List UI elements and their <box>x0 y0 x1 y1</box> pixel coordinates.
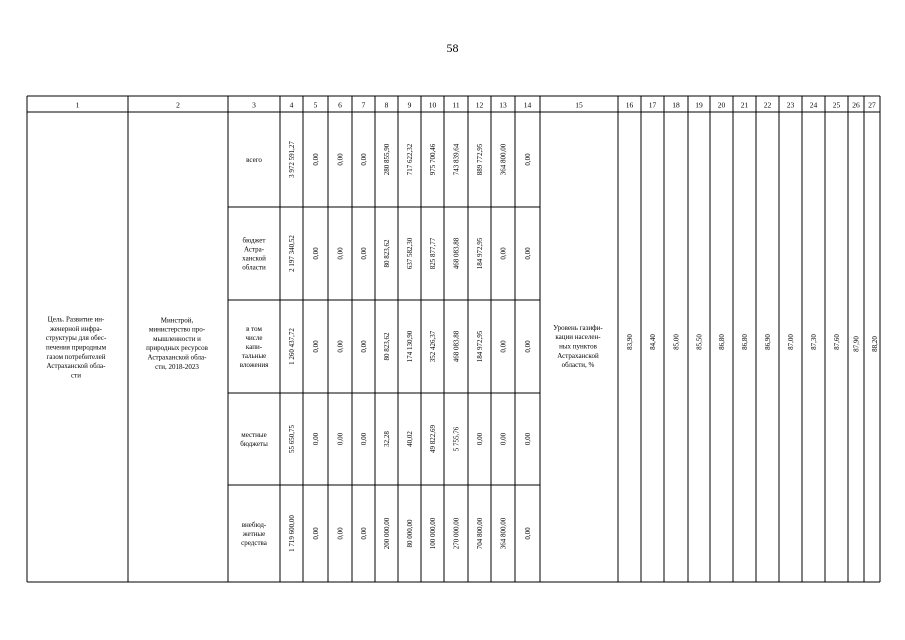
header-cell: 20 <box>717 100 726 110</box>
indicator-value: 87,30 <box>810 334 818 350</box>
value-cell: 0,00 <box>524 527 532 540</box>
value-cell: 743 839,64 <box>452 143 461 176</box>
indicator-value: 85,00 <box>672 334 681 350</box>
row-label: области <box>242 263 266 272</box>
value-cell: 1 719 600,00 <box>288 515 296 552</box>
header-cell: 8 <box>384 100 389 110</box>
value-cell: 364 800,00 <box>499 143 508 176</box>
row-label: жетные <box>242 530 266 538</box>
indicator-value: 88,20 <box>871 336 879 352</box>
header-cell: 19 <box>695 100 703 110</box>
value-cell: 0,00 <box>360 527 368 540</box>
value-cell: 0,00 <box>312 432 320 446</box>
responsible-text: министерство про- <box>148 325 206 334</box>
value-cell: 0,00 <box>499 432 508 446</box>
row-label: бюджеты <box>240 440 268 448</box>
goal-text: сти <box>71 371 81 380</box>
row-label: капи- <box>245 343 263 351</box>
header-cell: 17 <box>648 100 657 110</box>
value-cell: 0,00 <box>312 153 320 166</box>
row-label: числе <box>245 334 263 342</box>
value-cell: 0,00 <box>360 247 368 260</box>
goal-text: газом потребителей <box>46 352 106 361</box>
value-cell: 174 130,90 <box>406 330 414 363</box>
value-cell: 364 800,00 <box>499 517 508 550</box>
row-label: в том <box>246 325 262 333</box>
responsible-text: природных ресурсов <box>146 344 208 353</box>
indicator-value: 87,60 <box>833 334 841 350</box>
header-cell: 10 <box>428 100 437 110</box>
responsible-text: Минстрой, <box>160 316 194 325</box>
indicator-value: 87,90 <box>852 336 861 352</box>
header-cell: 5 <box>313 100 318 110</box>
value-cell: 80 823,62 <box>383 239 391 268</box>
value-cell: 100 000,00 <box>429 517 437 550</box>
goal-text: печения природным <box>46 343 106 352</box>
indicator-name-text: ных пунктов <box>559 342 597 351</box>
header-cell: 4 <box>289 100 294 110</box>
value-cell: 0,00 <box>336 527 345 540</box>
value-cell: 468 083,88 <box>452 330 461 363</box>
table-values <box>288 141 532 552</box>
value-cell: 80 823,62 <box>383 332 391 361</box>
value-cell: 637 582,30 <box>406 237 414 270</box>
header-cell: 9 <box>407 100 412 110</box>
value-cell: 184 972,95 <box>476 330 484 363</box>
header-cell: 14 <box>523 100 532 110</box>
value-cell: 0,00 <box>476 432 484 446</box>
value-cell: 270 000,00 <box>452 517 461 550</box>
value-cell: 0,00 <box>336 153 345 166</box>
responsible-text: Астраханской обла- <box>147 353 207 362</box>
row-label: бюджет <box>242 236 266 245</box>
header-cell: 11 <box>452 100 460 110</box>
value-cell: 717 622,32 <box>406 143 414 176</box>
value-cell: 352 426,37 <box>429 330 437 363</box>
header-cell: 26 <box>852 100 860 110</box>
header-cell: 3 <box>252 100 256 110</box>
value-cell: 49 822,69 <box>429 425 437 453</box>
value-cell: 0,00 <box>336 247 345 260</box>
indicator-name-text: кации населен- <box>555 333 601 342</box>
header-cell: 1 <box>75 100 80 110</box>
value-cell: 975 700,46 <box>429 143 437 176</box>
goal-text: структуры для обес- <box>45 334 107 343</box>
value-cell: 1 260 437,72 <box>288 328 296 365</box>
header-cell: 7 <box>361 100 366 110</box>
header-cell: 15 <box>575 100 583 110</box>
value-cell: 40,02 <box>406 431 414 447</box>
row-label: местные <box>241 431 267 439</box>
value-cell: 0,00 <box>524 247 532 260</box>
row-label: тальные <box>241 352 267 360</box>
indicator-value: 84,40 <box>649 334 657 350</box>
header-cell: 22 <box>763 100 772 110</box>
value-cell: 280 855,90 <box>383 143 391 176</box>
header-cell: 2 <box>176 100 180 110</box>
row-label: ханской <box>242 254 266 263</box>
row-label: вложения <box>239 361 269 369</box>
row-label: Астра- <box>243 245 265 254</box>
value-cell: 468 083,88 <box>452 237 461 270</box>
value-cell: 2 197 340,52 <box>288 235 296 272</box>
value-cell: 0,00 <box>312 527 320 540</box>
header-cell: 24 <box>809 100 818 110</box>
goal-text: женерной инфра- <box>50 324 102 333</box>
header-cell: 18 <box>672 100 680 110</box>
value-cell: 32,28 <box>383 431 391 447</box>
value-cell: 0,00 <box>312 340 320 353</box>
indicator-name-text: Астраханской <box>557 351 599 360</box>
row-label: средства <box>241 539 267 547</box>
indicator-name-text: Уровень газифи- <box>553 323 603 332</box>
value-cell: 55 650,75 <box>288 425 296 453</box>
value-cell: 0,00 <box>336 340 345 353</box>
responsible-text: сти, 2018-2023 <box>155 362 199 371</box>
value-cell: 0,00 <box>360 153 368 166</box>
value-cell: 80 000,00 <box>406 519 414 548</box>
indicator-value: 87,00 <box>787 334 795 350</box>
indicator-value: 86,80 <box>718 334 726 350</box>
indicator-value: 85,50 <box>695 334 704 350</box>
value-cell: 200 000,00 <box>383 517 391 550</box>
table-text-blocks <box>46 316 604 380</box>
header-cell: 13 <box>499 100 507 110</box>
row-label: всего <box>246 156 262 164</box>
value-cell: 0,00 <box>524 432 532 446</box>
value-cell: 3 972 591,27 <box>288 141 296 178</box>
header-cell: 21 <box>740 100 749 110</box>
value-cell: 825 877,77 <box>429 237 437 270</box>
goal-text: Цель. Развитие ин- <box>47 315 105 324</box>
value-cell: 0,00 <box>524 153 532 166</box>
header-cell: 23 <box>786 100 795 110</box>
header-cell: 25 <box>832 100 841 110</box>
row-labels <box>240 156 269 547</box>
value-cell: 0,00 <box>499 247 508 260</box>
value-cell: 704 800,00 <box>476 517 484 550</box>
header-cell: 12 <box>475 100 484 110</box>
header-cell: 16 <box>625 100 634 110</box>
value-cell: 0,00 <box>360 340 368 353</box>
value-cell: 0,00 <box>312 247 320 260</box>
value-cell: 889 772,95 <box>476 143 484 176</box>
header-cell: 6 <box>338 100 342 110</box>
responsible-text: мышленности и <box>153 334 201 343</box>
indicator-value: 83,90 <box>626 334 634 350</box>
row-label: внебюд- <box>241 521 267 529</box>
value-cell: 0,00 <box>524 340 532 353</box>
goal-text: Астраханской обла- <box>46 362 106 371</box>
header-cell: 27 <box>868 100 876 110</box>
indicator-name-text: области, % <box>561 361 595 370</box>
page-number: 58 <box>446 41 459 55</box>
indicator-value: 86,90 <box>764 334 772 350</box>
value-cell: 0,00 <box>499 340 508 353</box>
value-cell: 184 972,95 <box>476 237 484 270</box>
value-cell: 0,00 <box>360 432 368 446</box>
indicator-value: 86,80 <box>741 334 749 350</box>
value-cell: 5 755,76 <box>452 426 461 452</box>
value-cell: 0,00 <box>336 432 345 446</box>
